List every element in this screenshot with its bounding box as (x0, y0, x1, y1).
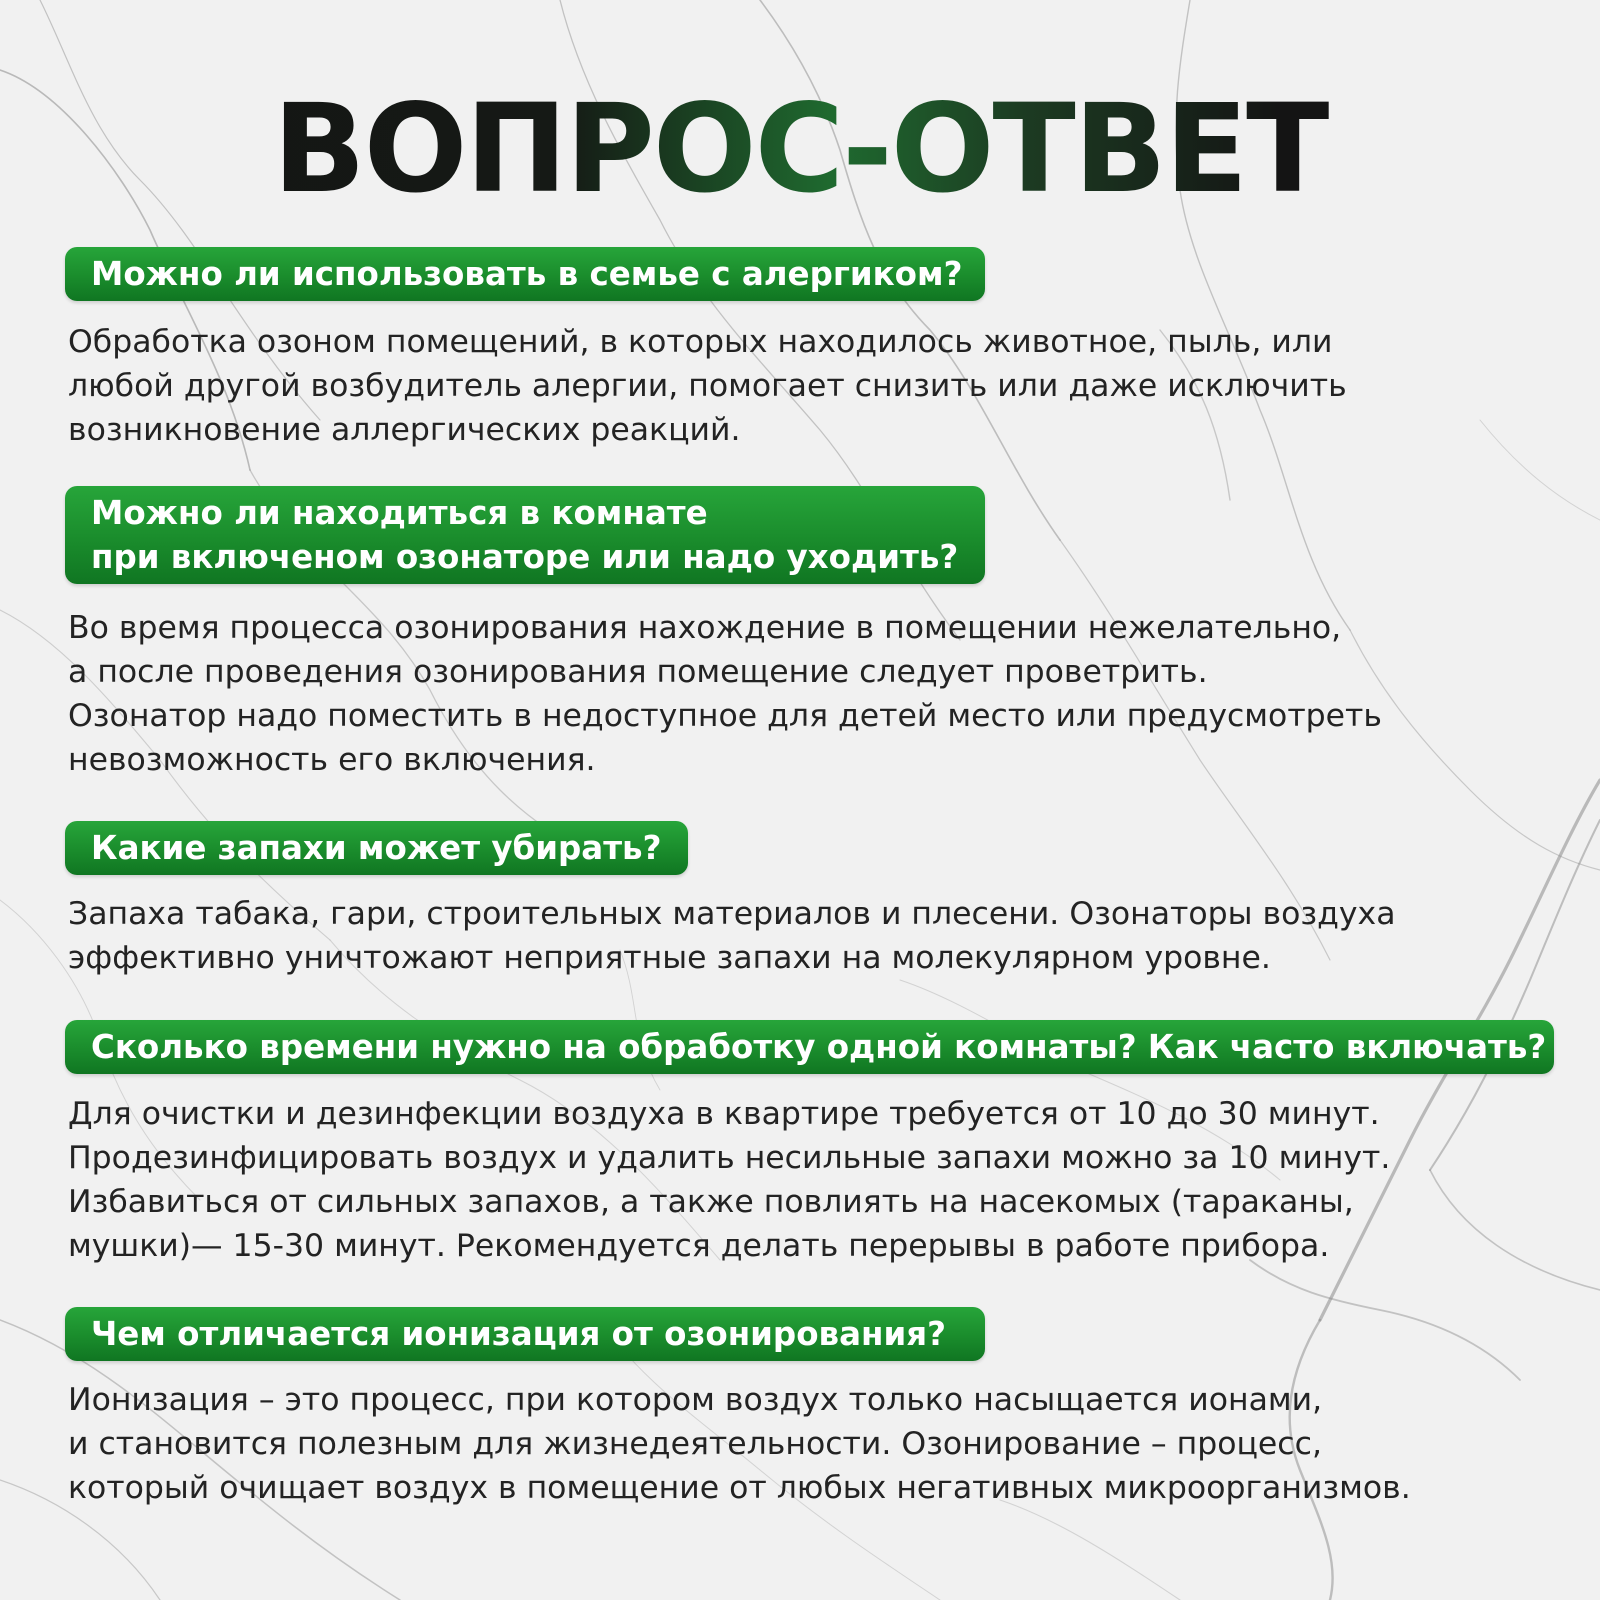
answer-line: и становится полезным для жизнедеятельности. Озонирование – процесс, (68, 1426, 1322, 1462)
question-banner (65, 821, 688, 875)
answer-line: Обработка озоном помещений, в которых находилось животное, пыль, или (68, 324, 1333, 360)
question-text: при включеном озонаторе или надо уходить? (91, 538, 959, 576)
question-banner (65, 1307, 985, 1361)
answer-line: невозможность его включения. (68, 742, 596, 778)
answer-line: Продезинфицировать воздух и удалить несильные запахи можно за 10 минут. (68, 1140, 1391, 1176)
question-banner (65, 1020, 1554, 1074)
answer-line: Избавиться от сильных запахов, а также повлиять на насекомых (тараканы, (68, 1184, 1354, 1220)
answer-text (68, 320, 1347, 452)
answer-line: мушки)— 15-30 минут. Рекомендуется делать перерывы в работе прибора. (68, 1228, 1330, 1264)
answer-text (68, 1092, 1390, 1268)
answer-text (68, 606, 1382, 782)
answer-text (68, 1378, 1411, 1510)
answer-line: любой другой возбудитель алергии, помогает снизить или даже исключить (68, 368, 1347, 404)
question-text: Можно ли использовать в семье с алергиком? (91, 255, 963, 293)
question-banner (65, 247, 985, 301)
answer-line: а после проведения озонирования помещение следует проветрить. (68, 654, 1208, 690)
answer-line: Для очистки и дезинфекции воздуха в квартире требуется от 10 до 30 минут. (68, 1096, 1380, 1132)
question-text: Сколько времени нужно на обработку одной комнаты? Как часто включать? (91, 1028, 1547, 1066)
answer-line: Во время процесса озонирования нахождение в помещении нежелательно, (68, 610, 1342, 646)
question-text: Какие запахи может убирать? (91, 829, 662, 867)
answer-line: возникновение аллергических реакций. (68, 412, 741, 448)
answer-line: который очищает воздух в помещение от любых негативных микроорганизмов. (68, 1470, 1411, 1506)
page-title: ВОПРОС-ОТВЕТ (0, 88, 1600, 210)
answer-line: Ионизация – это процесс, при котором воздух только насыщается ионами, (68, 1382, 1323, 1418)
question-text: Чем отличается ионизация от озонирования? (91, 1315, 946, 1353)
question-text: Можно ли находиться в комнате (91, 494, 708, 532)
answer-line: Озонатор надо поместить в недоступное для детей место или предусмотреть (68, 698, 1382, 734)
answer-line: Запаха табака, гари, строительных материалов и плесени. Озонаторы воздуха (68, 896, 1396, 932)
question-banner (65, 486, 985, 584)
answer-text (68, 892, 1396, 980)
answer-line: эффективно уничтожают неприятные запахи на молекулярном уровне. (68, 940, 1271, 976)
